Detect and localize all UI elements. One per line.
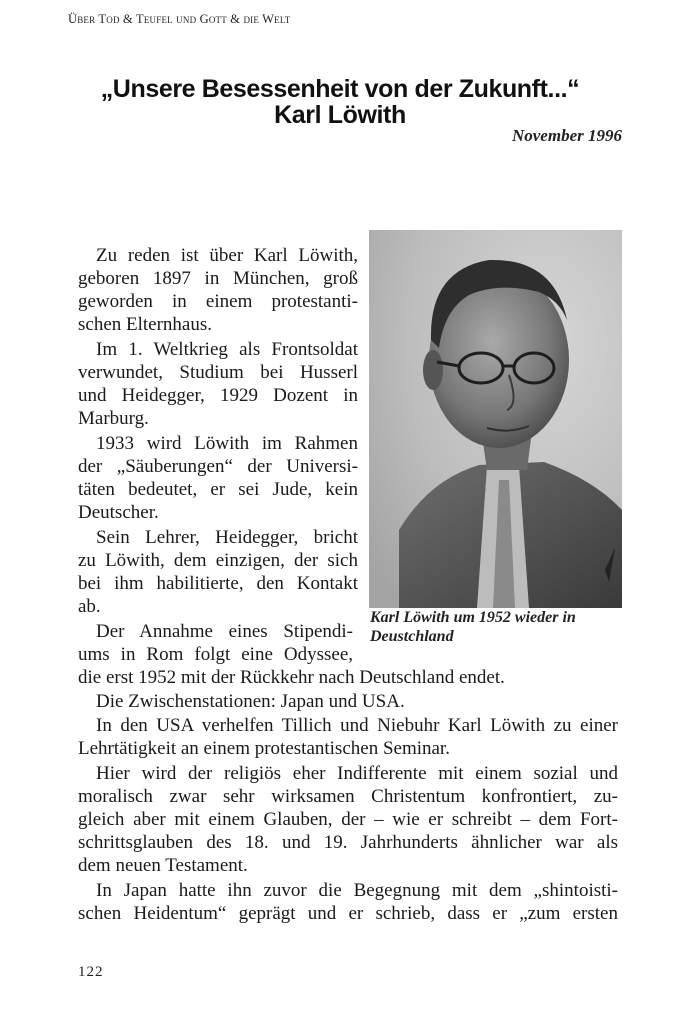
body-line: Marburg. [78, 408, 149, 429]
body-line: In Japan hatte ihn zuvor die Begegnung mit dem „shintoisti- [96, 880, 618, 901]
body-line: Im 1. Weltkrieg als Frontsoldat [96, 339, 358, 360]
body-line: Die Zwischenstationen: Japan und USA. [96, 691, 405, 712]
body-line: schen Elternhaus. [78, 314, 213, 335]
body-line: Der Annahme eines Stipendi- [96, 621, 353, 642]
body-line: Lehrtätigkeit an einem protestantischen Seminar. [78, 738, 450, 759]
body-line: bei ihm habilitierte, den Kontakt [78, 573, 358, 594]
portrait-photo [369, 230, 622, 608]
body-line: 1933 wird Löwith im Rahmen [96, 433, 358, 454]
body-line: Zu reden ist über Karl Löwith, [96, 245, 358, 266]
body-line: die erst 1952 mit der Rückkehr nach Deutschland endet. [78, 667, 505, 688]
body-line: Sein Lehrer, Heidegger, bricht [96, 527, 358, 548]
page-title-line-2: Karl Löwith [274, 101, 406, 129]
body-line: ab. [78, 596, 101, 617]
photo-caption [370, 608, 630, 646]
body-line: geboren 1897 in München, groß [78, 268, 358, 289]
body-line: schrittsglauben des 18. und 19. Jahrhunderts ähnlicher war als [78, 832, 618, 853]
body-line: geworden in einem protestanti- [78, 291, 358, 312]
page-title-line-1: „Unsere Besessenheit von der Zukunft...“ [100, 75, 580, 103]
body-line: zu Löwith, dem einzigen, der sich [78, 550, 358, 571]
running-head: Über Tod & Teufel und Gott & die Welt [68, 12, 291, 26]
page-number: 122 [78, 964, 104, 980]
body-line: ums in Rom folgt eine Odyssee, [78, 644, 353, 665]
body-line: In den USA verhelfen Tillich und Niebuhr Karl Löwith zu einer [96, 715, 618, 736]
body-line: Hier wird der religiös eher Indifferente mit einem sozial und [96, 763, 618, 784]
body-line: moralisch zwar sehr wirksamen Christentum konfrontiert, zu- [78, 786, 618, 807]
body-line: schen Heidentum“ geprägt und er schrieb, dass er „zum ersten [78, 903, 618, 924]
photo-caption-line-1: Karl Löwith um 1952 wieder in [370, 609, 576, 626]
article-date: November 1996 [511, 126, 622, 145]
body-line: verwundet, Studium bei Husserl [78, 362, 358, 383]
body-line: der „Säuberungen“ der Universi- [78, 456, 358, 477]
body-line: gleich aber mit einem Glauben, der – wie er schreibt – dem Fort- [78, 809, 618, 830]
body-line: Deutscher. [78, 502, 159, 523]
photo-caption-line-2: Deustchland [370, 628, 454, 645]
body-line: täten bedeutet, er sei Jude, kein [78, 479, 358, 500]
body-line: und Heidegger, 1929 Dozent in [78, 385, 358, 406]
body-line: dem neuen Testament. [78, 855, 248, 876]
